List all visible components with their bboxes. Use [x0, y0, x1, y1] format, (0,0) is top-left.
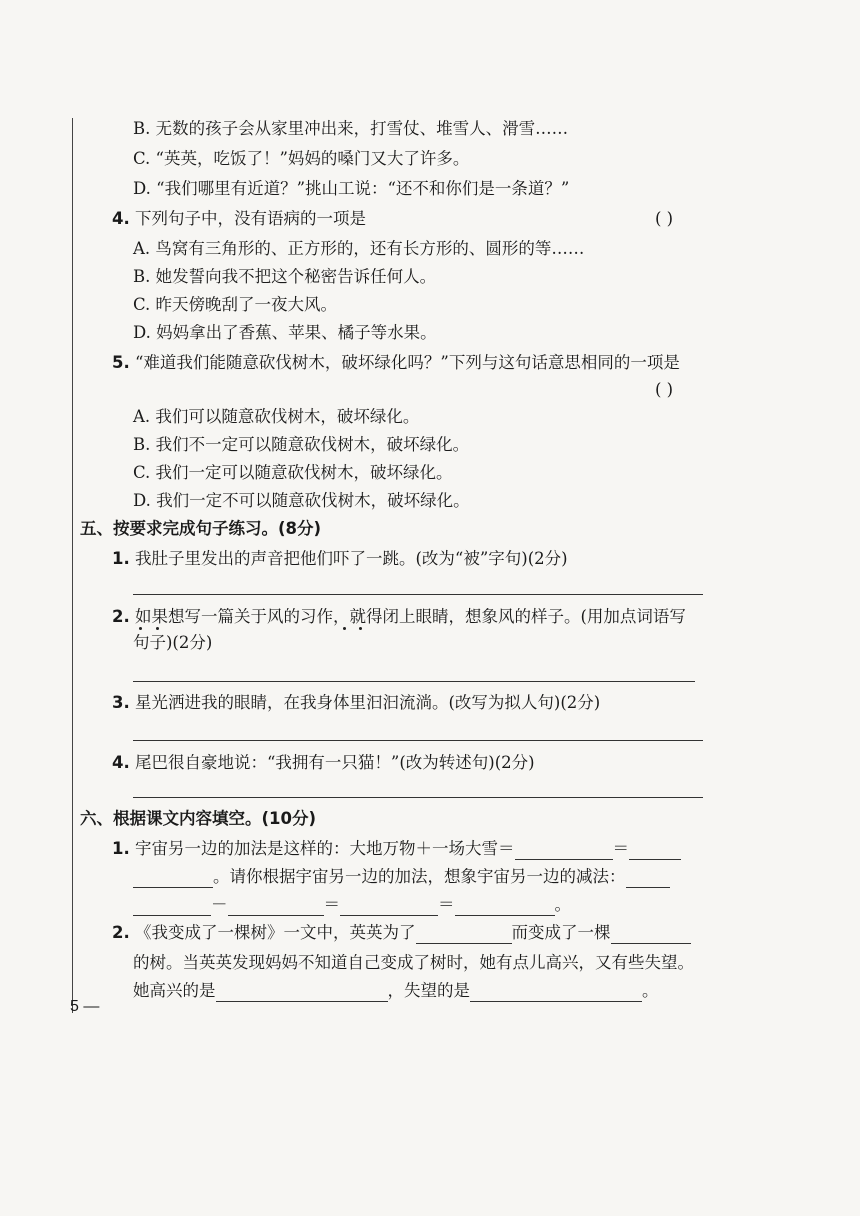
- s6-q1-line2: [133, 866, 670, 888]
- s6-q2-period: 。: [642, 981, 659, 1000]
- s5-q1-text: 我肚子里发出的声音把他们吓了一跳。(改为“被”字句)(2分): [135, 549, 568, 568]
- s6-q1-equals-2: ＝: [438, 895, 455, 914]
- q3-option-b: B. 无数的孩子会从家里冲出来，打雪仗、堆雪人、滑雪……: [133, 119, 569, 138]
- s6-q1-text-a: 宇宙另一边的加法是这样的：大地万物＋一场大雪＝: [135, 839, 515, 858]
- s6-q2-line2: 的树。当英英发现妈妈不知道自己变成了树时，她有点儿高兴，又有些失望。: [133, 953, 694, 972]
- q5-option-c: C. 我们一定可以随意砍伐树木，破坏绿化。: [133, 463, 453, 482]
- s6-q2-blank-3[interactable]: [216, 983, 388, 1002]
- q4-option-a: A. 鸟窝有三角形的、正方形的，还有长方形的、圆形的等……: [133, 239, 585, 258]
- s5-q4-text: 尾巴很自豪地说：“我拥有一只猫！”(改为转述句)(2分): [135, 753, 535, 772]
- s6-q2-text-c: 她高兴的是: [133, 981, 216, 1000]
- s6-q1-blank-1[interactable]: [515, 841, 613, 860]
- s6-q1-blank-3[interactable]: [133, 869, 213, 888]
- s5-q3-text: 星光洒进我的眼睛，在我身体里汩汩流淌。(改写为拟人句)(2分): [135, 693, 601, 712]
- s5-q1: [112, 548, 568, 570]
- s6-q1-period: 。: [554, 895, 571, 914]
- s6-q2-blank-2[interactable]: [611, 925, 691, 944]
- q4-option-b: B. 她发誓向我不把这个秘密告诉任何人。: [133, 267, 437, 286]
- s6-q1-text-b: 。请你根据宇宙另一边的加法，想象宇宙另一边的减法：: [213, 867, 626, 886]
- s6-q1-blank-4[interactable]: [626, 869, 670, 888]
- s5-q3: [112, 692, 600, 714]
- s6-q2-line3: [133, 980, 659, 1002]
- q5-option-b: B. 我们不一定可以随意砍伐树木，破坏绿化。: [133, 435, 470, 454]
- emphasis-dot: [359, 627, 362, 630]
- s6-q2-text-b: 而变成了一棵: [511, 923, 611, 942]
- section-6-title: 六、根据课文内容填空。(10分): [80, 809, 317, 828]
- s5-q4-answer-line[interactable]: [133, 797, 703, 798]
- q5-answer-paren[interactable]: ( ): [655, 380, 674, 399]
- s5-q1-number: 1.: [112, 549, 130, 568]
- q3-option-d: D. “我们哪里有近道？”挑山工说：“还不和你们是一条道？”: [133, 179, 570, 198]
- s6-q1-minus: －: [211, 895, 228, 914]
- s5-q2-text-line1: 如果想写一篇关于风的习作，就得闭上眼睛，想象风的样子。(用加点词语写: [135, 607, 686, 626]
- s6-q2-number: 2.: [112, 923, 130, 942]
- s6-q1-equals-1: ＝: [323, 895, 340, 914]
- q4-stem: 下列句子中，没有语病的一项是: [135, 209, 366, 228]
- s6-q1-line3: [133, 894, 571, 916]
- q5-number: 5.: [112, 353, 130, 372]
- s6-q2-text-d: ，失望的是: [387, 981, 470, 1000]
- q4-question: [112, 208, 366, 230]
- q4-option-c: C. 昨天傍晚刮了一夜大风。: [133, 295, 338, 314]
- q5-option-a: A. 我们可以随意砍伐树木，破坏绿化。: [133, 407, 420, 426]
- q4-number: 4.: [112, 209, 130, 228]
- q5-option-d: D. 我们一定不可以随意砍伐树木，破坏绿化。: [133, 491, 470, 510]
- s5-q4: [112, 752, 535, 774]
- emphasis-dot: [156, 627, 159, 630]
- s6-q1-eq: ＝: [612, 839, 629, 858]
- q4-answer-paren[interactable]: ( ): [655, 209, 674, 228]
- s5-q2-answer-line[interactable]: [133, 681, 695, 682]
- q5-question: [112, 352, 680, 374]
- s5-q4-number: 4.: [112, 753, 130, 772]
- s6-q1-blank-2[interactable]: [629, 841, 681, 860]
- s6-q1-blank-5[interactable]: [133, 897, 211, 916]
- s6-q1-number: 1.: [112, 839, 130, 858]
- s5-q2: [112, 606, 686, 628]
- s6-q2-blank-4[interactable]: [470, 983, 642, 1002]
- s6-q2-blank-1[interactable]: [416, 925, 512, 944]
- s6-q1-blank-7[interactable]: [340, 897, 438, 916]
- s5-q2-number: 2.: [112, 607, 130, 626]
- s5-q3-answer-line[interactable]: [133, 740, 703, 741]
- s6-q1-line1: [112, 838, 681, 860]
- s5-q1-answer-line[interactable]: [133, 594, 703, 595]
- s6-q1-blank-6[interactable]: [228, 897, 324, 916]
- q3-option-c: C. “英英，吃饭了！”妈妈的嗓门又大了许多。: [133, 149, 470, 168]
- s6-q1-blank-8[interactable]: [455, 897, 555, 916]
- page-number: 5 —: [70, 998, 100, 1015]
- s6-q2-text-a: 《我变成了一棵树》一文中，英英为了: [135, 923, 416, 942]
- s6-q2-line1: [112, 922, 691, 944]
- s5-q2-text-line2: 句子)(2分): [133, 633, 213, 652]
- s5-q3-number: 3.: [112, 693, 130, 712]
- q5-stem: “难道我们能随意砍伐树木，破坏绿化吗？”下列与这句话意思相同的一项是: [135, 353, 680, 372]
- margin-line: [72, 118, 73, 1013]
- section-5-title: 五、按要求完成句子练习。(8分): [80, 519, 322, 538]
- emphasis-dot: [343, 627, 346, 630]
- q4-option-d: D. 妈妈拿出了香蕉、苹果、橘子等水果。: [133, 323, 437, 342]
- emphasis-dot: [139, 627, 142, 630]
